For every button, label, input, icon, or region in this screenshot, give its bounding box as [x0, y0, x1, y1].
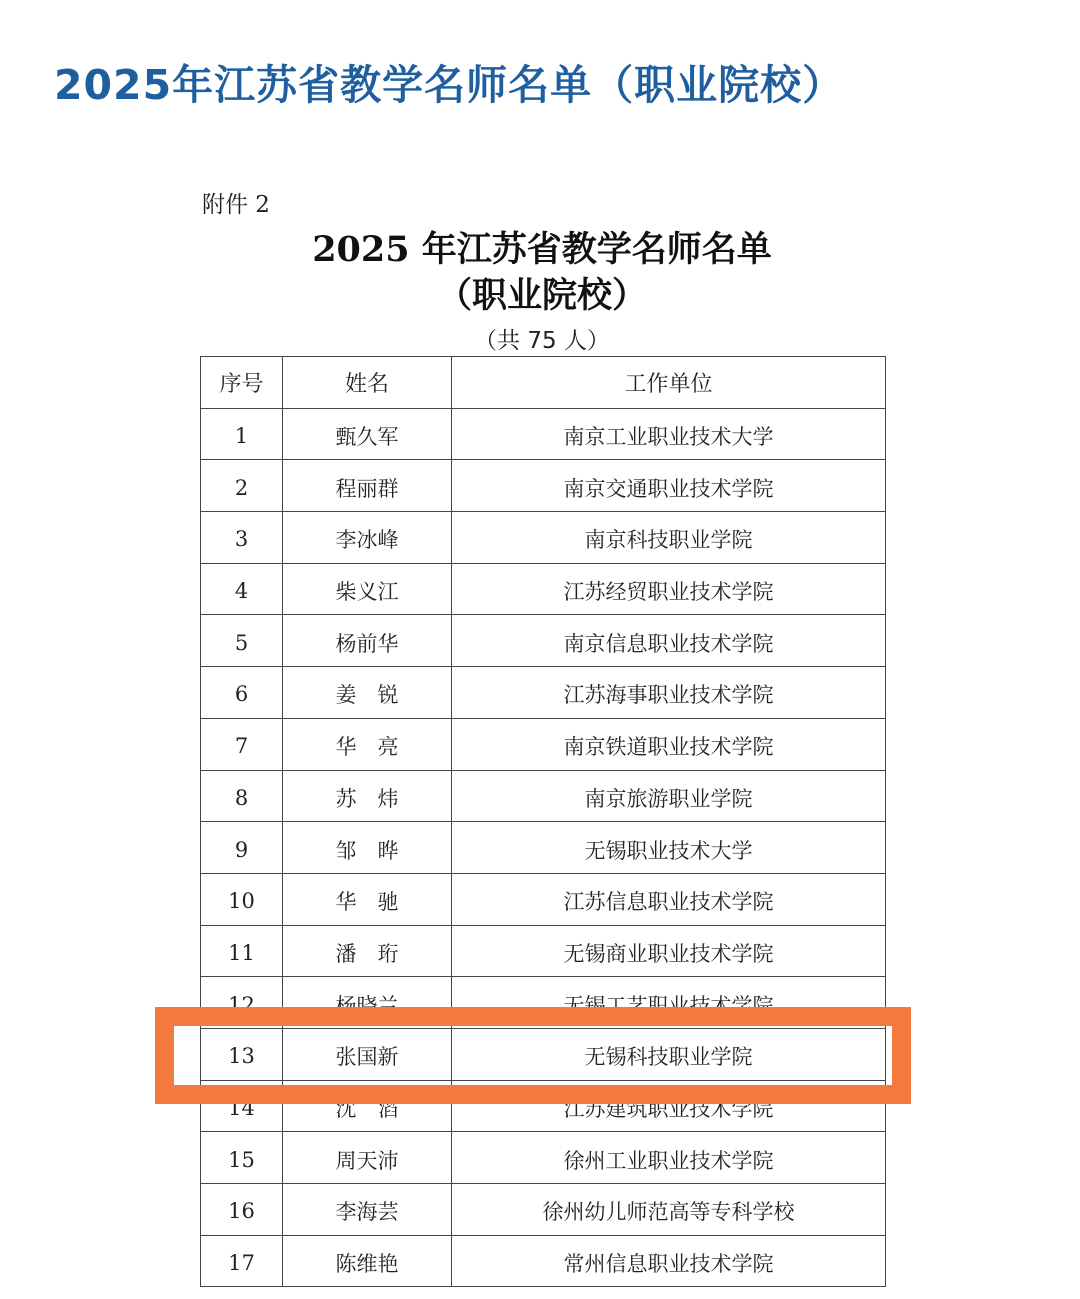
table-row	[201, 926, 885, 978]
row-name: 李冰峰	[283, 512, 452, 563]
row-name: 杨晓兰	[283, 977, 452, 1028]
table-row	[201, 822, 885, 874]
row-workplace: 江苏经贸职业技术学院	[563, 580, 774, 605]
row-name: 邹 晔	[283, 822, 452, 873]
table-row	[201, 564, 885, 616]
row-workplace: 南京旅游职业学院	[584, 786, 753, 811]
row-name: 沈 滔	[283, 1081, 452, 1132]
table-row	[201, 1236, 885, 1288]
document-count: （共 75 人）	[474, 328, 610, 354]
row-index: 4	[201, 564, 283, 615]
teacher-table	[200, 356, 886, 1287]
attachment-label: 附件 2	[202, 192, 270, 218]
row-workplace: 南京科技职业学院	[584, 528, 753, 553]
table-row	[201, 1132, 885, 1184]
table-header-row	[201, 357, 885, 409]
table-row	[201, 719, 885, 771]
row-workplace: 南京信息职业技术学院	[563, 631, 774, 656]
row-index: 15	[201, 1132, 283, 1183]
row-workplace: 南京铁道职业技术学院	[563, 735, 774, 760]
row-workplace: 徐州工业职业技术学院	[563, 1148, 774, 1173]
table-row	[201, 1184, 885, 1236]
row-workplace: 徐州幼儿师范高等专科学校	[542, 1200, 795, 1225]
document-title-line1: 2025 年江苏省教学名师名单	[312, 229, 772, 270]
row-index: 6	[201, 667, 283, 718]
row-workplace: 常州信息职业技术学院	[563, 1252, 774, 1277]
row-name: 柴义江	[283, 564, 452, 615]
table-row	[201, 771, 885, 823]
row-workplace: 无锡工艺职业技术学院	[563, 993, 774, 1018]
row-index: 3	[201, 512, 283, 563]
row-index: 1	[201, 409, 283, 460]
row-name: 潘 珩	[283, 926, 452, 977]
row-index: 10	[201, 874, 283, 925]
row-index: 2	[201, 460, 283, 511]
row-name: 甄久军	[283, 409, 452, 460]
table-row	[201, 667, 885, 719]
row-index: 12	[201, 977, 283, 1028]
row-name: 华 驰	[283, 874, 452, 925]
header-name: 姓名	[283, 357, 452, 408]
row-workplace: 无锡商业职业技术学院	[563, 941, 774, 966]
table-row	[201, 874, 885, 926]
page-headline: 2025年江苏省教学名师名单（职业院校）	[54, 61, 845, 109]
row-workplace: 无锡科技职业学院	[584, 1045, 753, 1070]
row-workplace: 南京工业职业技术大学	[563, 425, 774, 450]
row-name: 杨前华	[283, 615, 452, 666]
row-name: 华 亮	[283, 719, 452, 770]
row-index: 9	[201, 822, 283, 873]
table-row	[201, 615, 885, 667]
table-row	[201, 460, 885, 512]
row-index: 14	[201, 1081, 283, 1132]
table-body	[201, 409, 885, 1288]
row-name: 周天沛	[283, 1132, 452, 1183]
row-workplace: 江苏信息职业技术学院	[563, 890, 774, 915]
row-name: 姜 锐	[283, 667, 452, 718]
row-index: 16	[201, 1184, 283, 1235]
row-name: 陈维艳	[283, 1236, 452, 1287]
row-name: 程丽群	[283, 460, 452, 511]
row-index: 17	[201, 1236, 283, 1287]
document-title-line2: （职业院校）	[436, 275, 647, 316]
row-workplace: 南京交通职业技术学院	[563, 476, 774, 501]
row-workplace: 无锡职业技术大学	[584, 838, 753, 863]
row-index: 8	[201, 771, 283, 822]
row-index: 5	[201, 615, 283, 666]
table-row	[201, 409, 885, 461]
row-index: 7	[201, 719, 283, 770]
row-name: 张国新	[283, 1029, 452, 1080]
row-workplace: 江苏建筑职业技术学院	[563, 1096, 774, 1121]
row-name: 李海芸	[283, 1184, 452, 1235]
header-index: 序号	[201, 357, 283, 408]
highlight-box	[155, 1007, 911, 1104]
row-name: 苏 炜	[283, 771, 452, 822]
row-index: 13	[201, 1029, 283, 1080]
table-row	[201, 512, 885, 564]
header-workplace: 工作单位	[624, 371, 713, 397]
row-workplace: 江苏海事职业技术学院	[563, 683, 774, 708]
row-index: 11	[201, 926, 283, 977]
